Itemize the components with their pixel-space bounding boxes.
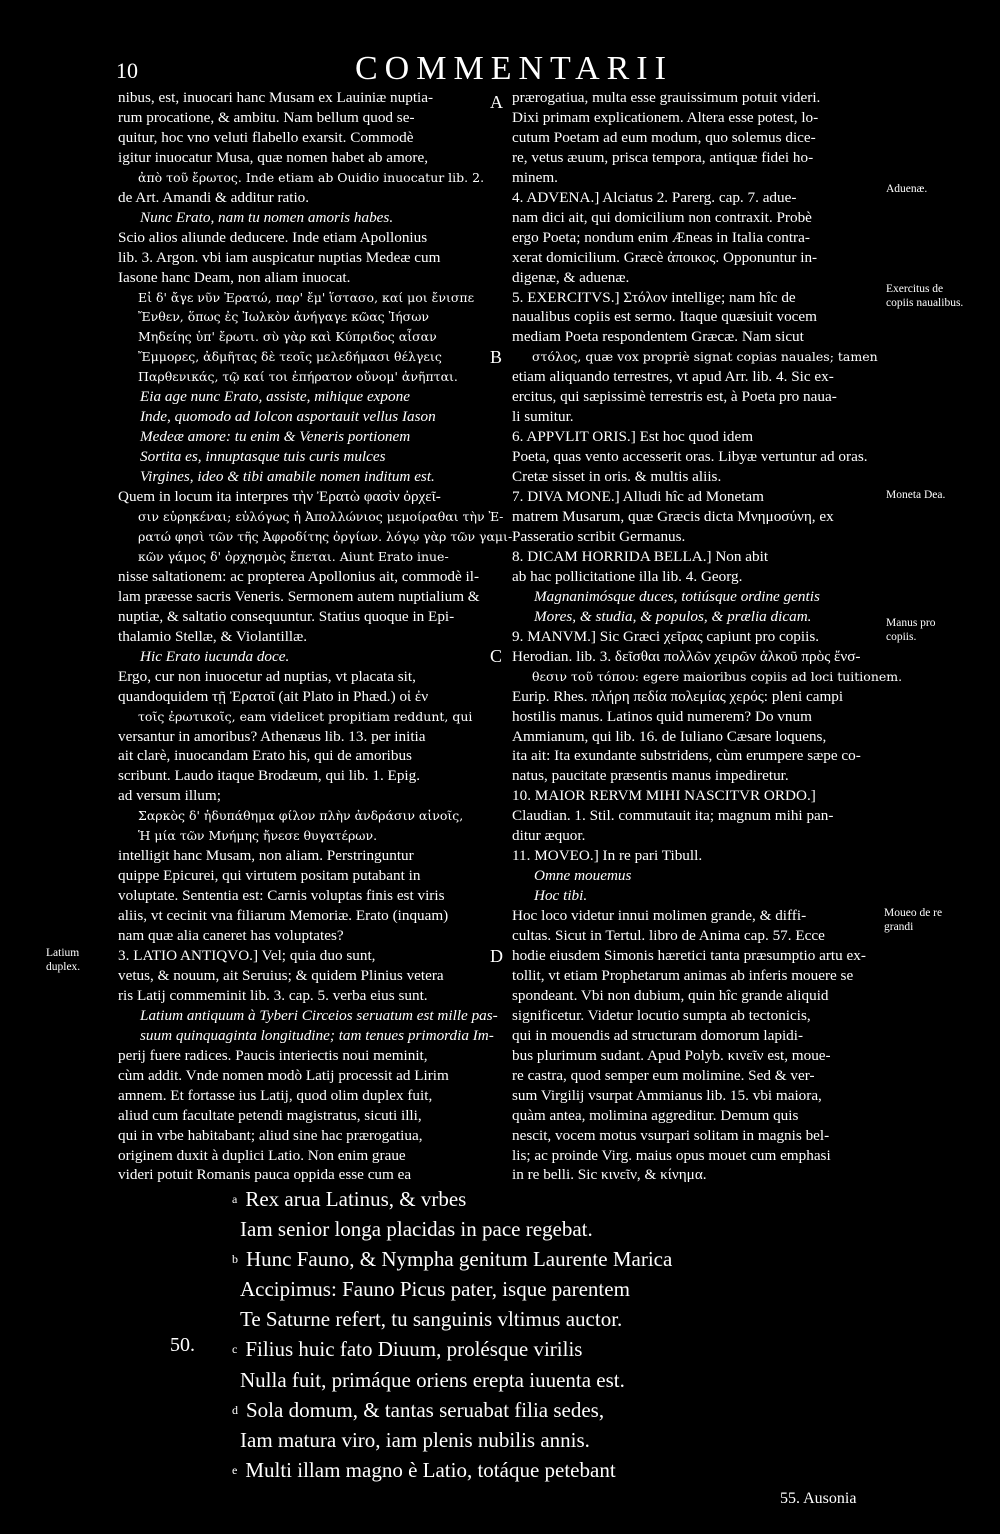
right-column-line: naualibus copiis est sermo. Itaque quæsiuit vocem bbox=[512, 308, 817, 326]
verse-text: Iam matura viro, iam plenis nubilis annis. bbox=[240, 1427, 590, 1452]
right-column-line: 4. ADVENA.] Alciatus 2. Parerg. cap. 7. adue- bbox=[512, 188, 797, 206]
section-letter-c: C bbox=[490, 646, 503, 666]
section-letter-a: A bbox=[490, 92, 503, 112]
left-column-line: nisse saltationem: ac propterea Apollonius ait, commodè il- bbox=[118, 567, 480, 585]
margin-note-aduenae: Aduenæ. bbox=[886, 183, 928, 195]
right-column-line: re castra, quod semper eum molimine. Sed & ver- bbox=[512, 1066, 815, 1084]
left-column-line: de Art. Amandi & additur ratio. bbox=[118, 188, 310, 206]
right-column-line: nescit, vocem motus vsurpari solitam in magnis bel- bbox=[512, 1126, 830, 1144]
left-column-line: κῶν γάμος δ' ὀρχησμὸς ἔπεται. Aiunt Erato inue- bbox=[138, 548, 449, 564]
verse-text: Te Saturne refert, tu sanguinis vltimus auctor. bbox=[240, 1307, 623, 1332]
margin-note-moneta: Moneta Dea. bbox=[886, 489, 946, 501]
left-column-line: perij fuere radices. Paucis interiectis noui meminit, bbox=[118, 1046, 428, 1064]
left-column-line: ait clarè, inuocandam Erato his, qui de amoribus bbox=[118, 747, 412, 765]
left-column-line: rum procatione, & ambitu. Nam bellum quod se- bbox=[118, 108, 415, 126]
verse-footnote-mark: c bbox=[232, 1342, 238, 1357]
left-column-line: ρατώ φησὶ τῶν τῆς Ἀφροδίτης ὀργίων. λόγῳ γὰρ τῶν γαμι- bbox=[138, 528, 513, 544]
left-column-line: scribunt. Laudo itaque Brodæum, qui lib. 1. Epig. bbox=[118, 767, 421, 785]
verse-text: Sola domum, & tantas seruabat filia sedes, bbox=[246, 1397, 605, 1422]
left-column-line: Ἡ μία τῶν Μνήμης ἤνεσε θυγατέρων. bbox=[138, 828, 378, 844]
right-column-line: digenæ, & aduenæ. bbox=[512, 268, 630, 286]
left-column-line: Medeæ amore: tu enim & Veneris portionem bbox=[140, 428, 411, 446]
verse-footnote-mark: d bbox=[232, 1402, 238, 1417]
right-column-line: 9. MANVM.] Sic Græci χεῖρας capiunt pro copiis. bbox=[512, 627, 820, 645]
right-column-line: xerat domicilium. Græcè ἀποικος. Opponuntur in- bbox=[512, 248, 818, 266]
verse-footnote-mark: e bbox=[232, 1462, 238, 1477]
right-column-line: ita ait: Ita exundante substridens, cùm erumpere sæpe co- bbox=[512, 747, 861, 765]
right-column-line: minem. bbox=[512, 168, 558, 186]
right-column bbox=[512, 88, 903, 1185]
left-column bbox=[118, 88, 513, 1185]
right-column-line: Dixi primam explicationem. Altera esse potest, lo- bbox=[512, 108, 819, 126]
section-letter-d: D bbox=[490, 946, 503, 966]
verse-line bbox=[232, 1334, 672, 1364]
verse-text: Rex arua Latinus, & vrbes bbox=[245, 1187, 467, 1211]
right-column-line: 6. APPVLIT ORIS.] Est hoc quod idem bbox=[512, 428, 754, 446]
right-column-line: 7. DIVA MONE.] Alludi hîc ad Monetam bbox=[512, 488, 764, 506]
right-column-line: Claudian. 1. Stil. commutauit ita; magnum mihi pan- bbox=[512, 807, 834, 825]
left-column-line: Ἔνθεν, ὅπως ἐς Ἰωλκὸν ἀνήγαγε κῶας Ἰήσων bbox=[138, 309, 429, 325]
verse-text: Iam senior longa placidas in pace regebat. bbox=[240, 1217, 593, 1242]
page-number: 10 bbox=[116, 58, 138, 83]
right-column-line: nam dici ait, qui domicilium non contraxit. Probè bbox=[512, 208, 812, 226]
margin-note-exercitus: Exercitus de copiis naualibus. bbox=[886, 283, 964, 309]
left-column-line: Virgines, ideo & tibi amabile nomen inditum est. bbox=[140, 468, 435, 486]
margin-note-latium: Latium duplex. bbox=[46, 947, 81, 973]
left-column-line: aliis, vt cecinit vna filiarum Memoriæ. Erato (inquam) bbox=[118, 907, 449, 925]
left-column-line: Quem in locum ita interpres τὴν Ἐρατὼ φασὶν ὀρχεῖ- bbox=[118, 488, 441, 506]
verse-footnote-mark: a bbox=[232, 1192, 238, 1206]
right-column-line: Poeta, quas vento accesserit oras. Libyæ vertuntur ad oras. bbox=[512, 448, 868, 466]
left-column-line: Σαρκὸς δ' ἡδυπάθημα φίλον πλὴν ἀνδράσιν αἰνοῖς, bbox=[138, 808, 464, 824]
left-column-line: Iasone hanc Deam, non aliam inuocat. bbox=[118, 268, 351, 286]
left-column-line: thalamio Stellæ, & Violantillæ. bbox=[118, 627, 308, 645]
left-column-line: Ergo, cur non inuocetur ad nuptias, vt placata sit, bbox=[118, 667, 416, 685]
right-column-line: lis; ac proinde Virg. maius opus mouet cum emphasi bbox=[512, 1146, 831, 1164]
right-column-line: significetur. Videtur locutio sumpta ab tectonicis, bbox=[512, 1006, 811, 1024]
left-column-line: Scio alios aliunde deducere. Inde etiam Apollonius bbox=[118, 228, 428, 246]
left-column-line: Inde, quomodo ad Iolcon asportauit vellus Iason bbox=[140, 408, 436, 426]
left-column-line: Nunc Erato, nam tu nomen amoris habes. bbox=[140, 208, 394, 226]
verse-footnote-mark: b bbox=[232, 1252, 238, 1267]
right-column-line: Eurip. Rhes. πλήρη πεδία πολεμίας χερός: pleni campi bbox=[512, 687, 844, 705]
left-column-line: amnem. Et fortasse ius Latij, quod olim duplex fuit, bbox=[118, 1086, 433, 1104]
verse-line bbox=[232, 1455, 672, 1485]
left-column-line: quitur, hoc vno veluti flabello exarsit. Commodè bbox=[118, 128, 414, 146]
left-column-line: originem duxit à duplici Latio. Non enim graue bbox=[118, 1146, 406, 1164]
right-column-line: qui in mouendis ad structuram domorum lapidi- bbox=[512, 1026, 804, 1044]
right-column-line: Herodian. lib. 3. δεῖσθαι πολλῶν χειρῶν ἀλκοῦ πρὸς ἔνσ- bbox=[512, 647, 861, 665]
right-column-line: cutum Poetam ad eum modum, quo solemus dice- bbox=[512, 128, 816, 146]
right-column-line: Passeratio scribit Germanus. bbox=[512, 527, 686, 545]
right-column-line: Magnanimósque duces, totiúsque ordine gentis bbox=[534, 587, 820, 605]
right-column-line: bus plurimum sudant. Apud Polyb. κινεῖν est, moue- bbox=[512, 1046, 831, 1064]
verse-line bbox=[232, 1274, 672, 1304]
right-column-line: θεσιν τοῦ τόπου: egere maioribus copiis ad loci tuitionem. bbox=[532, 668, 903, 684]
left-column-line: quandoquidem τῇ Ἐρατοῖ (ait Plato in Phæd.) οἱ ἐν bbox=[118, 687, 429, 705]
left-column-line: Εἰ δ' ἄγε νῦν Ἐρατώ, παρ' ἔμ' ἵστασο, καί μοι ἔνισπε bbox=[138, 289, 475, 305]
right-column-line: Ammianum, qui lib. 16. de Iuliano Cæsare loquens, bbox=[512, 727, 827, 745]
left-column-line: Hic Erato iucunda doce. bbox=[140, 647, 290, 665]
right-column-line: ergo Poeta; nondum enim Æneas in Italia contra- bbox=[512, 228, 810, 246]
right-column-line: στόλος, quæ vox propriè signat copias nauales; tamen bbox=[532, 349, 878, 365]
right-column-line: 11. MOVEO.] In re pari Tibull. bbox=[512, 847, 703, 865]
right-column-line: li sumitur. bbox=[512, 408, 574, 426]
right-column-line: ditur æquor. bbox=[512, 827, 586, 845]
right-column-line: Cretæ sisset in oris. & multis aliis. bbox=[512, 468, 722, 486]
right-column-line: tollit, vt etiam Prophetarum animas ab inferis mouere se bbox=[512, 966, 854, 984]
left-column-line: igitur inuocatur Musa, quæ nomen habet ab amore, bbox=[118, 148, 429, 166]
verse-text: Filius huic fato Diuum, prolésque virilis bbox=[245, 1337, 583, 1362]
verse-text: Accipimus: Fauno Picus pater, isque parentem bbox=[240, 1277, 630, 1302]
right-column-line: hostilis manus. Latinos quid numerem? Do vnum bbox=[512, 707, 812, 725]
right-column-line: Mores, & studia, & populos, & prælia dicam. bbox=[534, 607, 812, 625]
right-column-line: sum Virgilij vsurpat Ammianus lib. 15. vbi maiora, bbox=[512, 1086, 822, 1104]
left-column-line: 3. LATIO ANTIQVO.] Vel; quia duo sunt, bbox=[118, 946, 376, 964]
left-column-line: lam præesse sacris Veneris. Sermonem autem nuptialium & bbox=[118, 587, 480, 605]
right-column-line: re, vetus æuum, prisca tempora, antiquæ fidei ho- bbox=[512, 148, 814, 166]
left-column-line: quippe Epicurei, qui virtutem positam putabant in bbox=[118, 867, 421, 885]
right-column-line: hodie eiusdem Simonis hæretici tanta præsumptio artu ex- bbox=[512, 946, 866, 964]
left-column-line: Eia age nunc Erato, assiste, mihique expone bbox=[140, 388, 410, 406]
left-column-line: nam quæ alia caneret has voluptates? bbox=[118, 927, 344, 945]
left-column-line: voluptate. Sententia est: Carnis voluptas finis est viris bbox=[118, 887, 445, 905]
verse-text: Multi illam magno è Latio, totáque petebant bbox=[245, 1457, 616, 1482]
left-column-line: qui in vrbe habitabant; aliud sine hac prærogatiua, bbox=[118, 1126, 423, 1144]
left-column-line: nuptiæ, & saltatio consequuntur. Statius quoque in Epi- bbox=[118, 607, 455, 625]
left-column-line: nibus, est, inuocari hanc Musam ex Lauiniæ nuptia- bbox=[118, 89, 434, 106]
left-column-line: ad versum illum; bbox=[118, 787, 221, 805]
left-column-line: videri potuit Romanis pauca oppida esse cum ea bbox=[118, 1166, 412, 1184]
right-column-line: Hoc tibi. bbox=[534, 887, 588, 905]
left-column-line: ris Latij commeminit lib. 3. cap. 5. verba eius sunt. bbox=[118, 986, 428, 1004]
running-title: COMMENTARII bbox=[355, 50, 673, 87]
verse-line-number: 50. bbox=[170, 1334, 195, 1356]
left-column-line: vetus, & nouum, ait Seruius; & quidem Plinius vetera bbox=[118, 966, 444, 984]
right-column-line: etiam aliquando terrestres, vt apud Arr. lib. 4. Sic ex- bbox=[512, 368, 834, 386]
margin-note-manus: Manus pro copiis. bbox=[886, 617, 936, 643]
right-column-line: spondeant. Vbi non dubium, quin hîc grande aliquid bbox=[512, 986, 829, 1004]
right-column-line: 5. EXERCITVS.] Στόλον intellige; nam hîc de bbox=[512, 288, 796, 306]
verse-line bbox=[232, 1214, 672, 1244]
left-column-line: τοῖς ἐρωτικοῖς, eam videlicet propitiam reddunt, qui bbox=[138, 708, 473, 724]
right-column-line: natus, paucitate præsentis manus impediretur. bbox=[512, 767, 789, 785]
left-column-line: Ἔμμορες, ἀδμῆτας δὲ τεοῖς μελεδήμασι θέλγεις bbox=[138, 349, 442, 365]
right-column-line: quàm antea, molimina aggreditur. Demum quis bbox=[512, 1106, 799, 1124]
verse-block bbox=[232, 1184, 672, 1485]
right-column-line: ercitus, qui sæpissimè terrestris est, à Poeta pro naua- bbox=[512, 388, 837, 406]
right-column-line: ab hac pollicitatione illa lib. 4. Georg. bbox=[512, 567, 743, 585]
right-column-line: mediam Poeta respondentem Græcæ. Nam sicut bbox=[512, 328, 804, 346]
right-column-line: 8. DICAM HORRIDA BELLA.] Non abit bbox=[512, 547, 769, 565]
verse-text: Hunc Fauno, & Nympha genitum Laurente Marica bbox=[246, 1247, 673, 1272]
left-column-line: suum quinquaginta longitudine; tam tenues primordia Im- bbox=[140, 1026, 494, 1044]
left-column-line: Μηδείης ὑπ' ἔρωτι. σὺ γὰρ καὶ Κύπριδος αἶσαν bbox=[138, 329, 437, 345]
left-column-line: Sortita es, innuptasque tuis curis mulces bbox=[140, 448, 386, 466]
left-column-line: Latium antiquum à Tyberi Circeios seruatum est mille pas- bbox=[140, 1006, 498, 1024]
right-column-line: prærogatiua, multa esse grauissimum potuit videri. bbox=[512, 89, 821, 106]
left-column-line: intelligit hanc Musam, non aliam. Perstringuntur bbox=[118, 847, 414, 865]
left-column-line: cùm addit. Vnde nomen modò Latij processit ad Lirim bbox=[118, 1066, 449, 1084]
verse-line bbox=[232, 1184, 672, 1214]
right-column-line: 10. MAIOR RERVM MIHI NASCITVR ORDO.] bbox=[512, 787, 816, 805]
verse-line bbox=[232, 1425, 672, 1455]
left-column-line: versantur in amoribus? Athenæus lib. 13. per initia bbox=[118, 727, 426, 745]
left-column-line: Παρθενικάς, τῷ καί τοι ἐπήρατον οὔνομ' ἀνῆπται. bbox=[138, 369, 458, 385]
verse-line bbox=[232, 1395, 672, 1425]
right-column-line: Hoc loco videtur innui molimen grande, & diffi- bbox=[512, 907, 807, 925]
left-column-line: lib. 3. Argon. vbi iam auspicatur nuptias Medeæ cum bbox=[118, 248, 441, 266]
verse-line bbox=[232, 1244, 672, 1274]
verse-line bbox=[232, 1365, 672, 1395]
right-column-line: cultas. Sicut in Tertul. libro de Anima cap. 57. Ecce bbox=[512, 927, 825, 945]
catchword: 55. Ausonia bbox=[780, 1490, 857, 1507]
left-column-line: ἀπὸ τοῦ ἔρωτος. Inde etiam ab Ouidio inuocatur lib. 2. bbox=[138, 169, 485, 185]
left-column-line: aliud cum facultate petendi magistratus, sicuti illi, bbox=[118, 1106, 422, 1124]
right-column-line: Omne mouemus bbox=[534, 867, 632, 885]
margin-note-moueo: Moueo de re grandi bbox=[884, 907, 943, 933]
left-column-line: σιν εὑρηκέναι; εὐλόγως ἡ Ἀπολλώνιος μεμοίραθαι τὴν Ἐ- bbox=[138, 509, 504, 525]
right-column-line: in re belli. Sic κινεῖν, & κίνημα. bbox=[512, 1166, 707, 1184]
right-column-line: matrem Musarum, quæ Græcis dicta Μνημοσύνη, ex bbox=[512, 508, 834, 526]
section-letter-b: B bbox=[490, 347, 503, 367]
verse-line bbox=[232, 1304, 672, 1334]
verse-text: Nulla fuit, primáque oriens erepta iuuenta est. bbox=[240, 1367, 625, 1392]
